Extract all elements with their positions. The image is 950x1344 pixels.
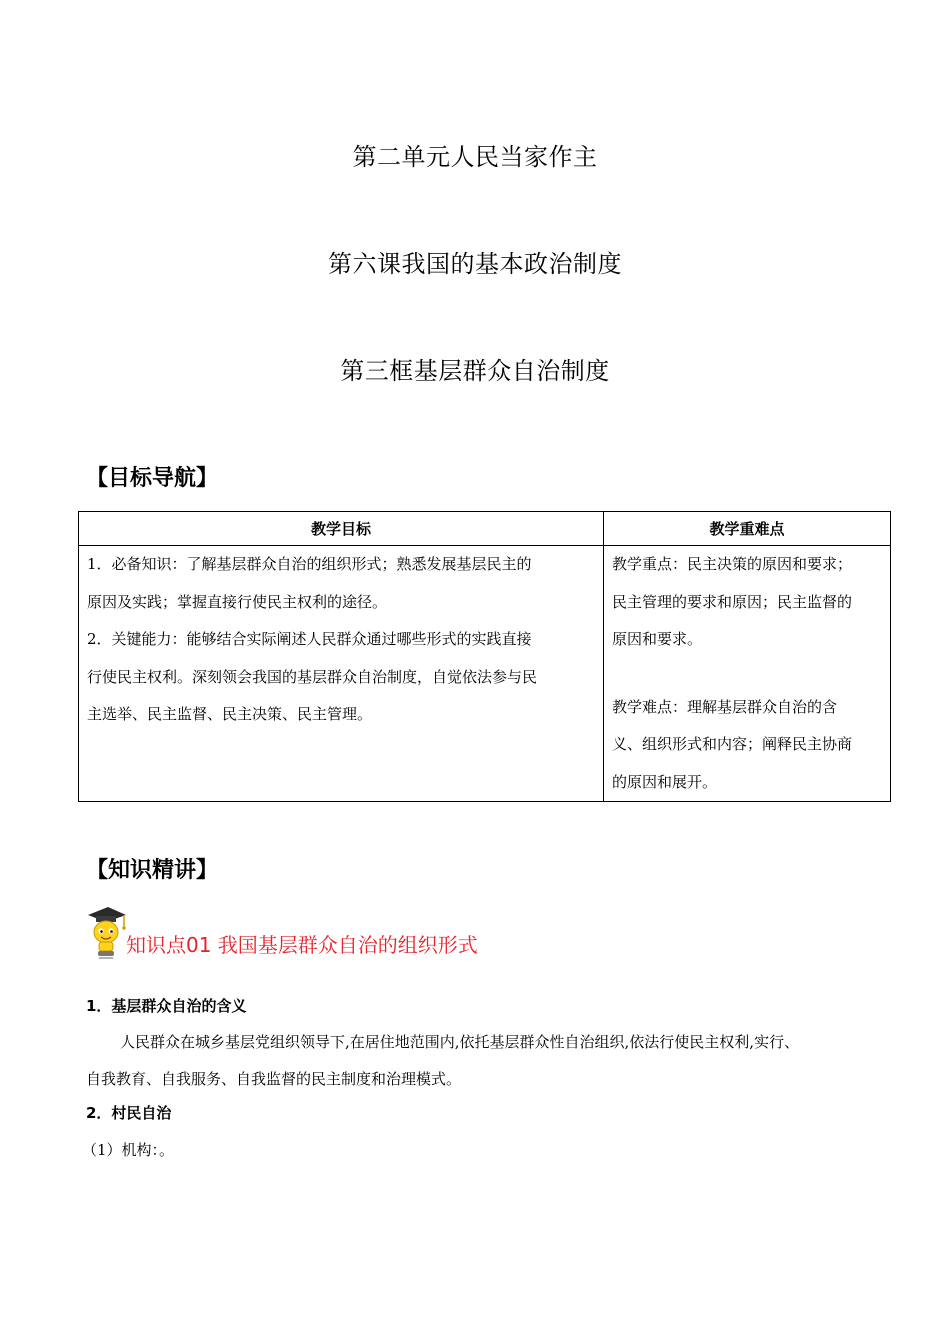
goal-line: 行使民主权利。深刻领会我国的基层群众自治制度，自觉依法参与民	[87, 667, 538, 686]
key-point-line: 原因和要求。	[612, 630, 703, 648]
key-point-line: 民主管理的要求和原因；民主监督的	[612, 592, 853, 611]
difficult-point-line: 的原因和展开。	[612, 772, 718, 791]
item1-heading: 1．基层群众自治的含义	[86, 997, 247, 1015]
difficult-point-line: 义、组织形式和内容；阐释民主协商	[612, 735, 853, 753]
goals-table	[78, 511, 891, 802]
goals-col2-header: 教学重难点	[604, 512, 891, 546]
goal-line: 主选举、民主监督、民主决策、民主管理。	[87, 705, 373, 723]
item2-sub1: （1）机构：。	[82, 1141, 175, 1159]
unit-title: 第二单元人民当家作主	[352, 143, 598, 171]
key-difficult-points-cell	[604, 546, 891, 802]
lesson-title: 第六课我国的基本政治制度	[328, 250, 622, 278]
teaching-goals-cell	[79, 546, 604, 802]
difficult-point-line: 教学难点：理解基层群众自治的含	[612, 697, 838, 716]
goals-table-body-row	[79, 546, 891, 802]
item1-body-line: 自我教育、自我服务、自我监督的民主制度和治理模式。	[86, 1070, 462, 1088]
key-point-line: 教学重点：民主决策的原因和要求；	[612, 555, 853, 573]
item2-heading: 2．村民自治	[86, 1104, 172, 1122]
goals-table-header-row	[79, 512, 891, 546]
knowledge-heading: 【知识精讲】	[86, 858, 219, 883]
goal-line: 原因及实践；掌握直接行使民主权利的途径。	[87, 592, 388, 611]
item1-body-line: 人民群众在城乡基层党组织领导下,在居住地范围内,依托基层群众性自治组织,依法行使民主权利,实行、	[120, 1033, 800, 1051]
goals-col1-header: 教学目标	[79, 512, 604, 546]
graduate-mascot-icon	[84, 903, 128, 959]
goal-line: 2．关键能力：能够结合实际阐述人民群众通过哪些形式的实践直接	[87, 630, 532, 648]
knowledge-point-title: 知识点01 我国基层群众自治的组织形式	[126, 933, 478, 957]
section-title: 第三框基层群众自治制度	[340, 357, 610, 385]
goals-nav-heading: 【目标导航】	[86, 466, 219, 491]
goal-line: 1．必备知识：了解基层群众自治的组织形式；熟悉发展基层民主的	[87, 555, 532, 573]
cell-spacer	[612, 659, 882, 689]
